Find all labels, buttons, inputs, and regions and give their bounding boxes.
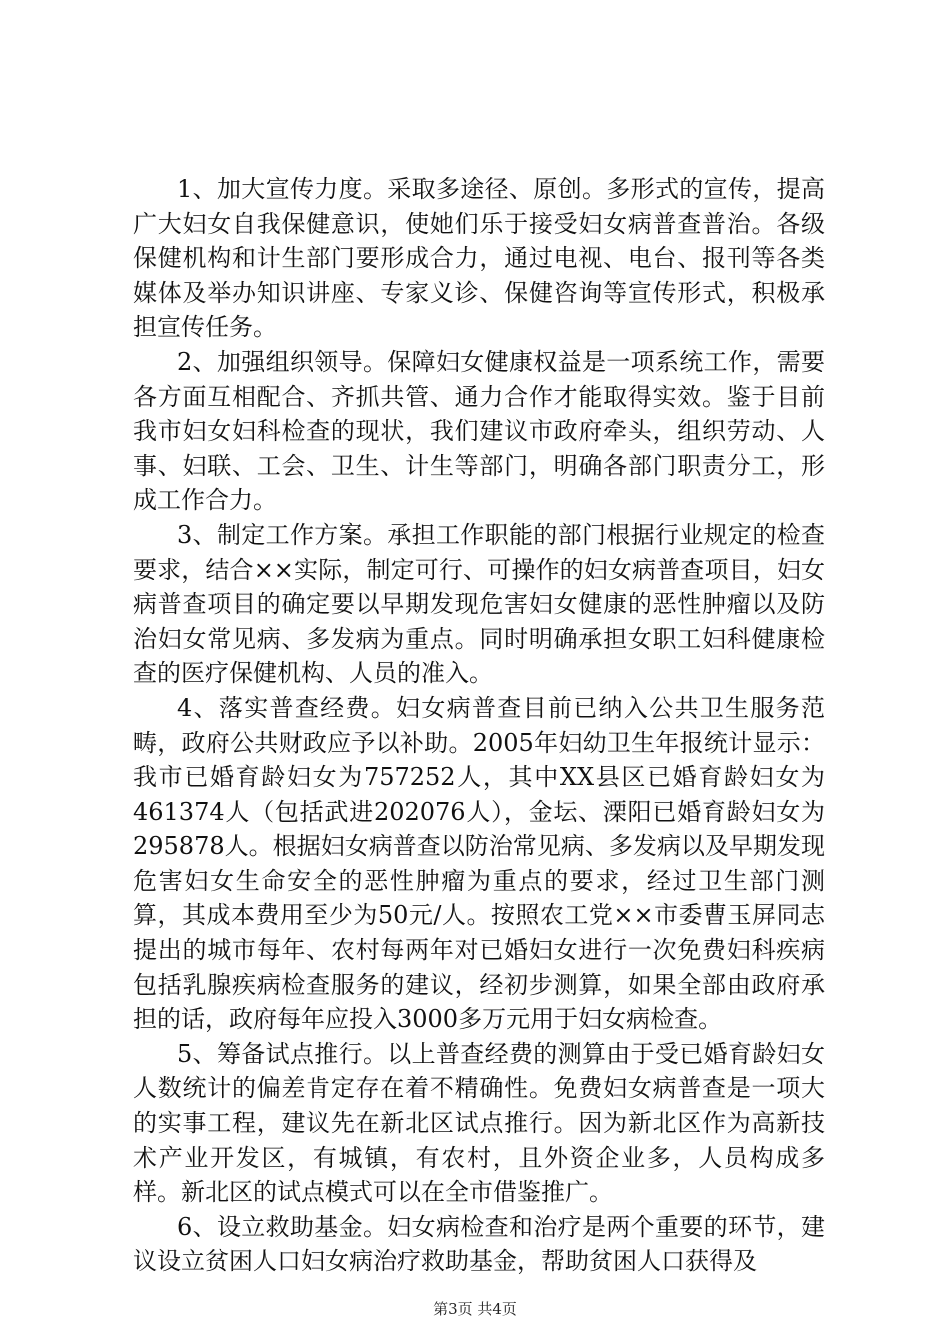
- paragraph-3: 3、制定工作方案。承担工作职能的部门根据行业规定的检查要求，结合××实际，制定可行、可操作的妇女病普查项目，妇女病普查项目的确定要以早期发现危害妇女健康的恶性肿瘤以及防治妇女常见病、多发病为重点。同时明确承担女职工妇科健康检查的医疗保健机构、人员的准入。: [133, 520, 825, 688]
- paragraph-2: 2、加强组织领导。保障妇女健康权益是一项系统工作，需要各方面互相配合、齐抓共管、通力合作才能取得实效。鉴于目前我市妇女妇科检查的现状，我们建议市政府牵头，组织劳动、人事、妇联、工会、卫生、计生等部门，明确各部门职责分工，形成工作合力。: [133, 347, 825, 515]
- paragraph-1: 1、加大宣传力度。采取多途径、原创。多形式的宣传，提高广大妇女自我保健意识，使她们乐于接受妇女病普查普治。各级保健机构和计生部门要形成合力，通过电视、电台、报刊等各类媒体及举办知识讲座、专家义诊、保健咨询等宣传形式，积极承担宣传任务。: [133, 175, 825, 342]
- page-footer: 第3页 共4页: [433, 1300, 517, 1318]
- paragraph-6: 6、设立救助基金。妇女病检查和治疗是两个重要的环节，建议设立贫困人口妇女病治疗救助基金，帮助贫困人口获得及: [133, 1212, 825, 1276]
- paragraph-5: 5、筹备试点推行。以上普查经费的测算由于受已婚育龄妇女人数统计的偏差肯定存在着不精确性。免费妇女病普查是一项大的实事工程，建议先在新北区试点推行。因为新北区作为高新技术产业开发区，有城镇，有农村，且外资企业多，人员构成多样。新北区的试点模式可以在全市借鉴推广。: [133, 1039, 825, 1207]
- document-body: [133, 172, 825, 1279]
- paragraph-4: 4、落实普查经费。妇女病普查目前已纳入公共卫生服务范畴，政府公共财政应予以补助。2005年妇幼卫生年报统计显示：我市已婚育龄妇女为757252人，其中XX县区已婚育龄妇女为461374人（包括武进202076人），金坛、溧阳已婚育龄妇女为295878人。根据妇女病普查以防治常见病、多发病以及早期发现危害妇女生命安全的恶性肿瘤为重点的要求，经过卫生部门测算，其成本费用至少为50元/人。按照农工党××市委曹玉屏同志提出的城市每年、农村每两年对已婚妇女进行一次免费妇科疾病包括乳腺疾病检查服务的建议，经初步测算，如果全部由政府承担的话，政府每年应投入3000多万元用于妇女病检查。: [133, 693, 825, 1034]
